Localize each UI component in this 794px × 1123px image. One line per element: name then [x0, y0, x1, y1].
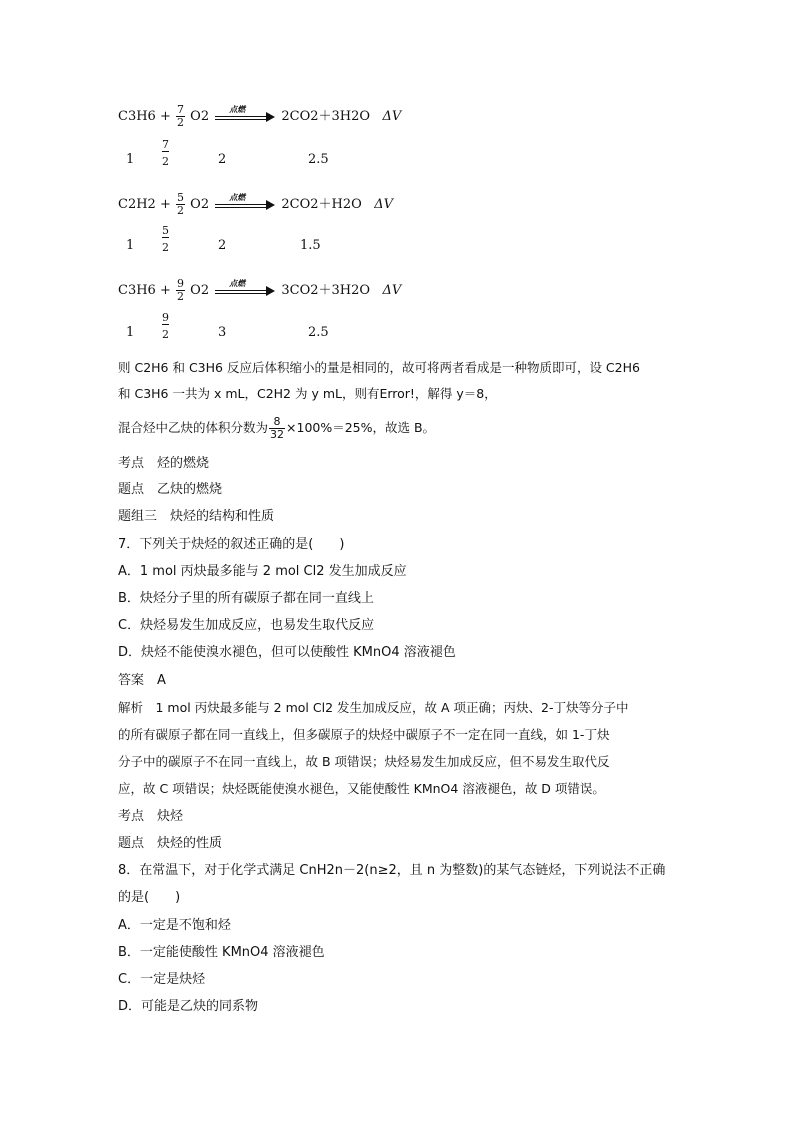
q8-option-d: D．可能是乙炔的同系物 — [118, 999, 259, 1014]
document-page: C3H6 + $\frac{7}{2}$ O2 点燃 2CO2＋3H2O ΔV 1 7 2 2 2.5 C2H2 + $\frac{5}{2}$ O2 点燃 2CO2＋H2O ΔV 1 5 2 2 1.5 C3H6 + $\frac{9}{2}$ O2 点燃 3CO2＋3H2O ΔV 1 9 2 3 2.5 则 C2H6 和 C3H6 反应后体积缩小的量是相同的，故可将两者看成是一种物质即可，设 C2H6 和 C3H6 一共为 x mL，C2H2 为 y mL，则有Error!，解得 y＝8， 混合烃中乙炔的体积分数为 $\frac{8}{32}$ ×100%＝25%，故选 B。 考点 烃的燃烧 题点 乙炔的燃烧 题组三 炔烃的结构和性质 7．下列关于炔烃的叙述正确的是( ) A．1 mol 丙炔最多能与 2 mol Cl2 发生加成反应 B．炔烃分子里的所有碳原子都在同一直线上 C．炔烃易发生加成反应，也易发生取代反应 D．炔烃不能使溴水褪色，但可以使酸性 KMnO4 溶液褪色 答案 A 解析 1 mol 丙炔最多能与 2 mol Cl2 发生加成反应，故 A 项正确；丙炔、2-丁炔等分子中 的所有碳原子都在同一直线上，但多碳原子的炔烃中碳原子不一定在同一直线，如 1-丁炔 分子中的碳原子不在同一直线上，故 B 项错误；炔烃易发生加成反应，但不易发生取代反 应，故 C 项错误；炔烃既能使溴水褪色，又能使酸性 KMnO4 溶液褪色，故 D 项错误。 考点 炔烃 题点 炔烃的性质 8．在常温下，对于化学式满足 CnH2n－2(n≥2，且 n 为整数)的某气态链烃，下列说法不正确 的是( ) A．一定是不饱和烃 B．一定能使酸性 KMnO4 溶液褪色 C．一定是炔烃 D．可能是乙炔的同系物 — [118, 103, 666, 1014]
q7-option-b: B．炔烃分子里的所有碳原子都在同一直线上 — [118, 591, 374, 606]
analysis-line-3: 分子中的碳原子不在同一直线上，故 B 项错误；炔烃易发生加成反应，但不易发生取代反 — [118, 754, 610, 769]
explanation-line-2: 和 C3H6 一共为 x mL，C2H2 为 y mL，则有Error!，解得 y＝8， — [118, 386, 497, 401]
question-7: 7．下列关于炔烃的叙述正确的是( ) — [118, 537, 345, 552]
q7-option-a: A．1 mol 丙炔最多能与 2 mol Cl2 发生加成反应 — [118, 564, 407, 579]
equation-2: C2H2 + $\frac{5}{2}$ O2 点燃 2CO2＋H2O ΔV — [118, 191, 393, 217]
analysis-line-4: 应，故 C 项错误；炔烃既能使溴水褪色，又能使酸性 KMnO4 溶液褪色，故 D 项错误。 — [118, 781, 605, 796]
q8-option-b: B．一定能使酸性 KMnO4 溶液褪色 — [118, 945, 325, 960]
analysis-line-1: 解析 1 mol 丙炔最多能与 2 mol Cl2 发生加成反应，故 A 项正确；丙炔、2-丁炔等分子中 — [118, 700, 629, 715]
explanation-line-3: 混合烃中乙炔的体积分数为 $\frac{8}{32}$ ×100%＝25%，故选 B。 — [118, 415, 436, 441]
tidian-1: 题点 乙炔的燃烧 — [118, 482, 223, 497]
q7-option-d: D．炔烃不能使溴水褪色，但可以使酸性 KMnO4 溶液褪色 — [118, 645, 456, 660]
equation-3: C3H6 + $\frac{9}{2}$ O2 点燃 3CO2＋3H2O ΔV — [118, 277, 402, 303]
eq1-lhs: C3H6 — [118, 109, 156, 124]
kaodian-1: 考点 烃的燃烧 — [118, 456, 210, 471]
reaction-arrow: 点燃 — [215, 198, 275, 212]
analysis-line-2: 的所有碳原子都在同一直线上，但多碳原子的炔烃中碳原子不一定在同一直线，如 1-丁炔 — [118, 727, 610, 742]
question-8-line-1: 8．在常温下，对于化学式满足 CnH2n－2(n≥2，且 n 为整数)的某气态链烃，下列说法不正确 — [118, 863, 666, 878]
q8-option-c: C．一定是炔烃 — [118, 972, 206, 987]
eq1-rhs: 2CO2＋3H2O — [281, 109, 371, 124]
eq1-coef: $\frac{7}{2}$ — [177, 103, 185, 129]
q7-option-c: C．炔烃易发生加成反应，也易发生取代反应 — [118, 618, 375, 633]
explanation-line-1: 则 C2H6 和 C3H6 反应后体积缩小的量是相同的，故可将两者看成是一种物质即可，设 C2H6 — [118, 360, 640, 375]
reaction-arrow: 点燃 — [215, 110, 275, 124]
reaction-arrow: 点燃 — [215, 284, 275, 298]
equation-1: C3H6 + $\frac{7}{2}$ O2 点燃 2CO2＋3H2O ΔV — [118, 103, 402, 129]
answer-7: 答案 A — [118, 673, 166, 688]
question-8-line-2: 的是( ) — [118, 890, 181, 905]
group-heading: 题组三 炔烃的结构和性质 — [118, 509, 275, 524]
tidian-2: 题点 炔烃的性质 — [118, 836, 223, 851]
kaodian-2: 考点 炔烃 — [118, 809, 184, 824]
q8-option-a: A．一定是不饱和烃 — [118, 918, 231, 933]
